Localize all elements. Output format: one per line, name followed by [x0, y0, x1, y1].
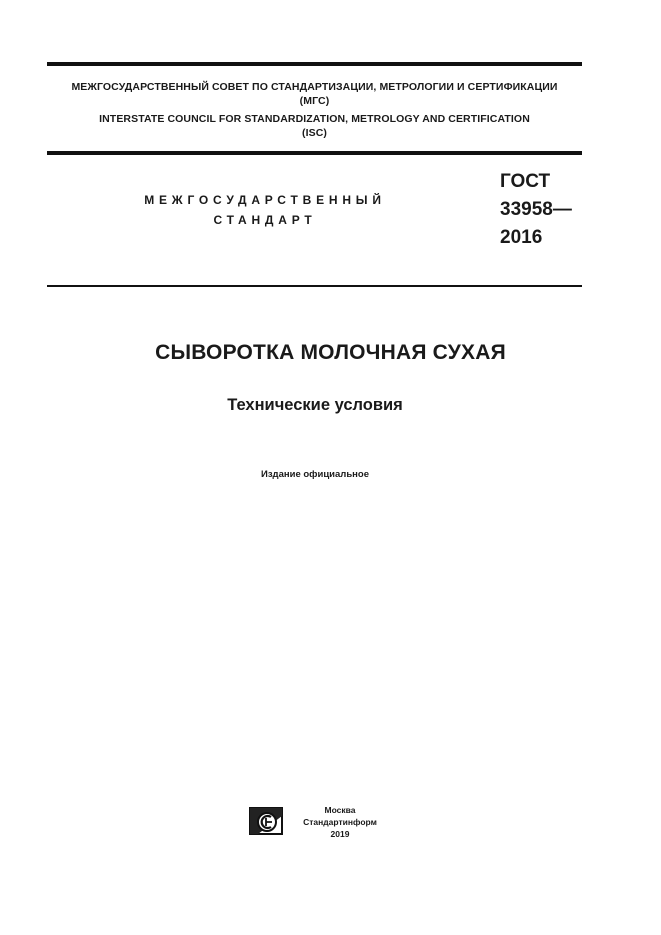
document-title: СЫВОРОТКА МОЛОЧНАЯ СУХАЯ	[155, 341, 506, 364]
top-rule	[47, 62, 582, 66]
edition-label: Издание официальное	[261, 469, 369, 480]
council-name-ru: МЕЖГОСУДАРСТВЕННЫЙ СОВЕТ ПО СТАНДАРТИЗАЦИИ, МЕТРОЛОГИИ И СЕРТИФИКАЦИИ	[71, 81, 558, 93]
middle-rule	[47, 151, 582, 155]
document-subtitle: Технические условия	[227, 396, 403, 414]
council-abbr-ru: (МГС)	[299, 95, 330, 107]
council-abbr-en: (ISC)	[302, 127, 327, 139]
publisher-year: 2019	[330, 829, 350, 839]
publisher-block	[294, 804, 386, 840]
gost-number: 33958—	[500, 199, 572, 220]
gost-prefix: ГОСТ	[500, 171, 551, 192]
council-name-en: INTERSTATE COUNCIL FOR STANDARDIZATION, METROLOGY AND CERTIFICATION	[99, 113, 530, 125]
publisher-city: Москва	[324, 805, 356, 815]
publisher-name: Стандартинформ	[303, 817, 377, 827]
standard-type-line1: МЕЖГОСУДАРСТВЕННЫЙ	[144, 193, 386, 207]
standartinform-logo-icon	[248, 806, 284, 836]
lower-rule	[47, 285, 582, 287]
standard-type-line2: СТАНДАРТ	[213, 213, 317, 227]
gost-year: 2016	[500, 227, 543, 248]
